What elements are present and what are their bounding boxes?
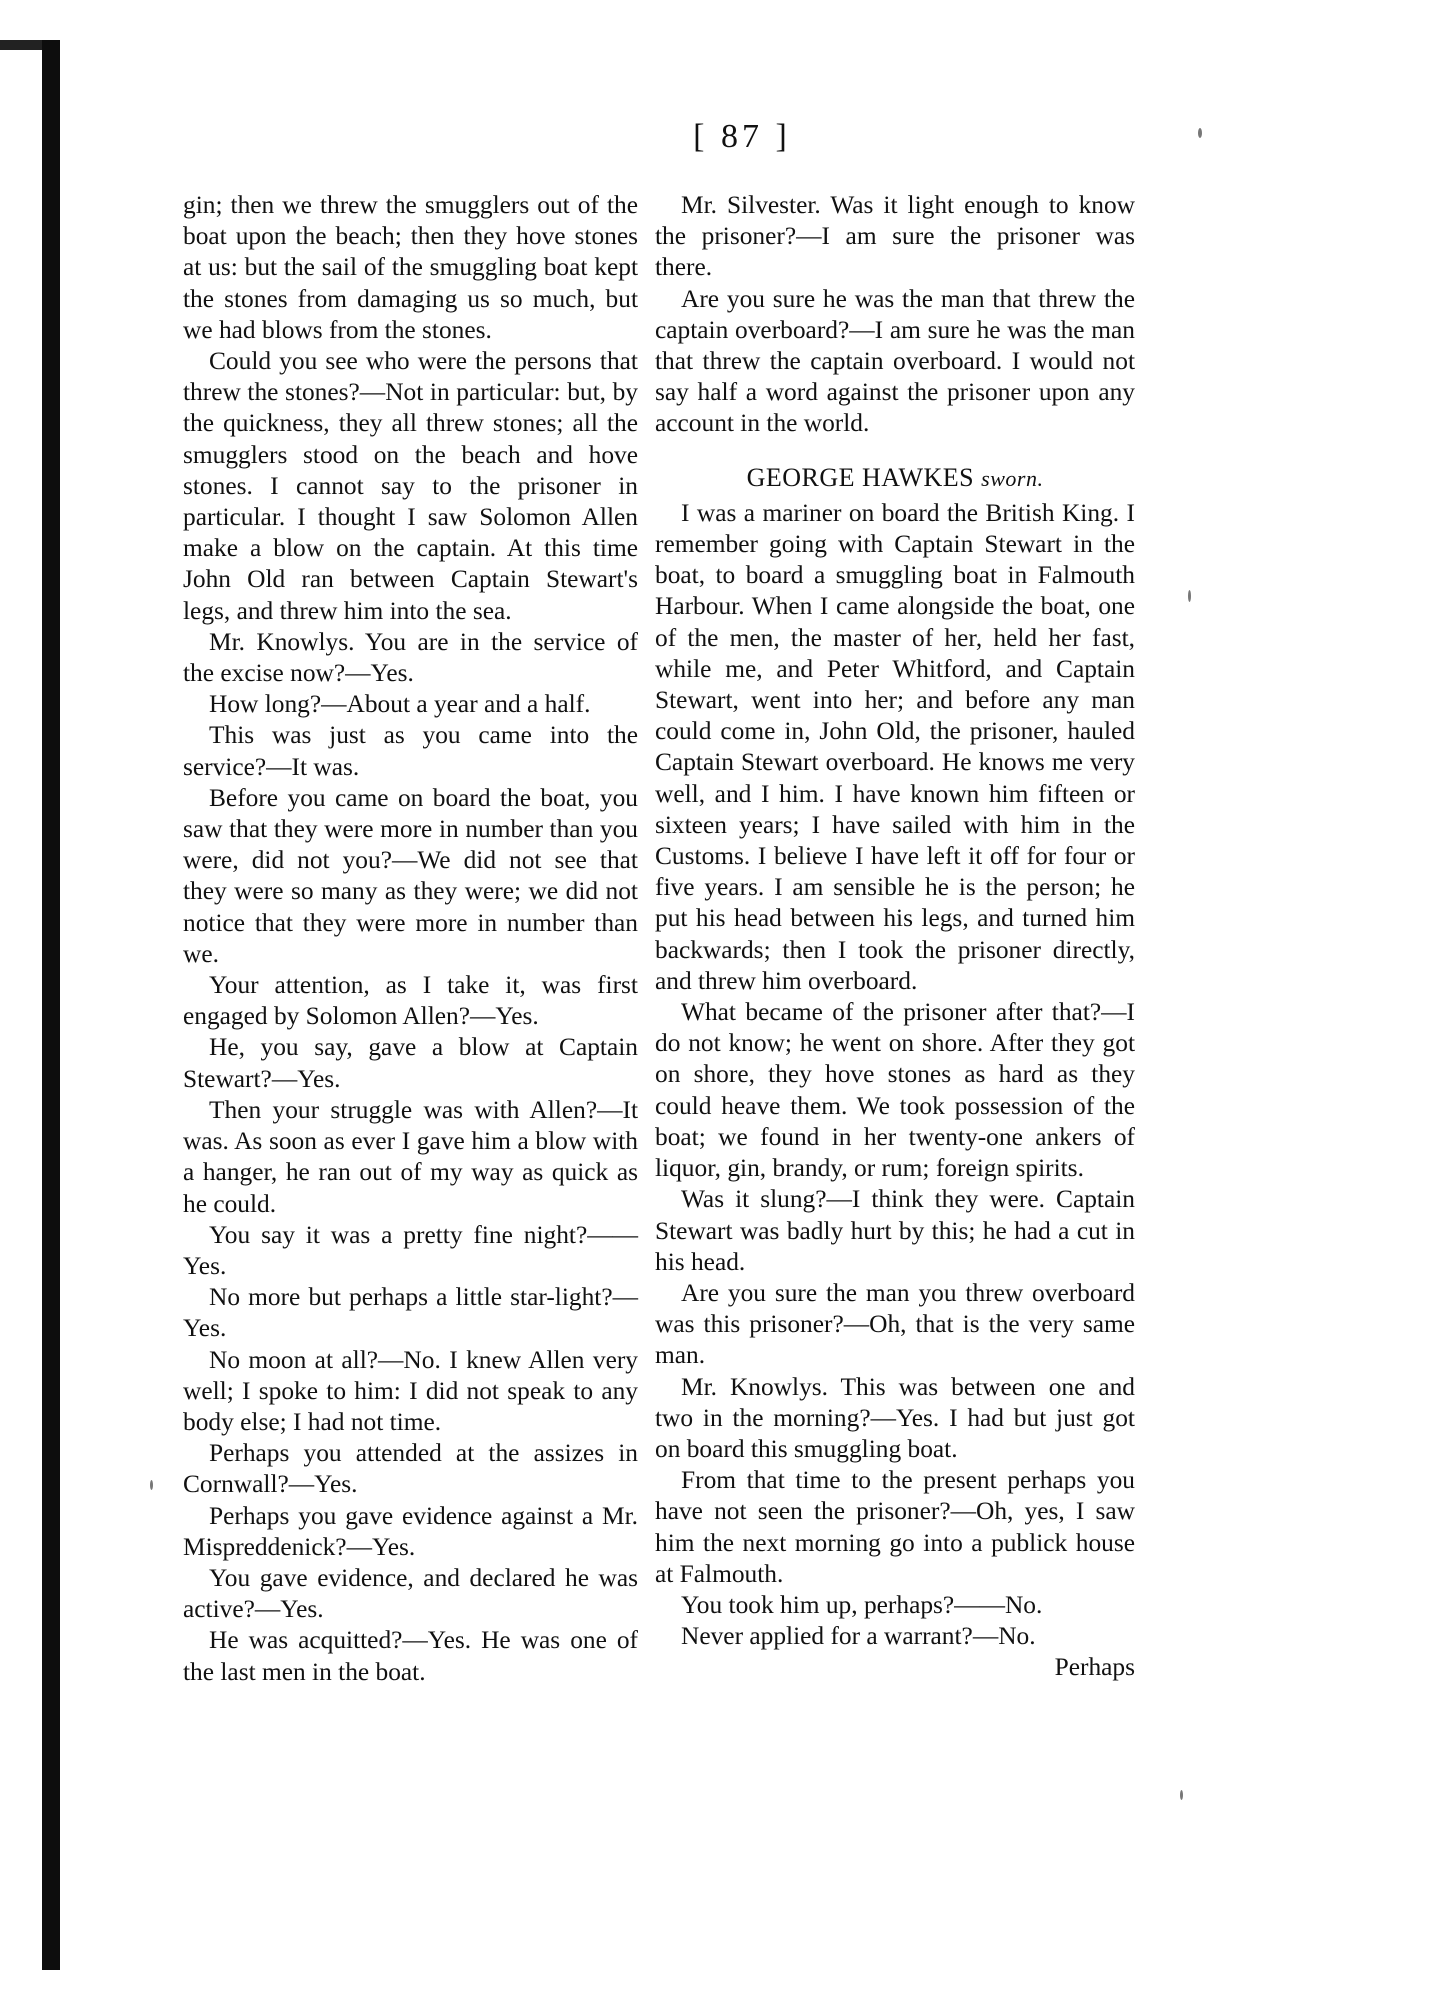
left-column	[183, 190, 638, 1688]
right-column	[655, 190, 1135, 1684]
paragraph: Could you see who were the persons that threw the stones?—Not in particular: but, by the quickness, they all threw stones; all the smugglers stood on the beach and hove stones. I cannot say to the prisoner in particular. I thought I saw Solomon Allen make a blow on the captain. At this time John Old ran between Captain Stewart's legs, and threw him into the sea.	[183, 347, 638, 625]
paragraph: Was it slung?—I think they were. Captain Stewart was badly hurt by this; he had a cut in his head.	[655, 1185, 1135, 1276]
page-number: [ 87 ]	[693, 118, 791, 155]
catchword: Perhaps	[1054, 1653, 1135, 1682]
paragraph: You say it was a pretty fine night?——Yes.	[183, 1220, 638, 1280]
paragraph: He, you say, gave a blow at Captain Stewart?—Yes.	[183, 1033, 638, 1093]
paragraph: Are you sure he was the man that threw the captain overboard?—I am sure he was the man that threw the captain overboard. I would not say half a word against the prisoner upon any account in the world.	[655, 284, 1135, 438]
paragraph: Mr. Silvester. Was it light enough to know the prisoner?—I am sure the prisoner was there.	[655, 191, 1135, 282]
paragraph: gin; then we threw the smugglers out of the boat upon the beach; then they hove stones at us: but the sail of the smuggling boat kept the stones from damaging us so much, but we had blows from the stones.	[183, 191, 638, 344]
paragraph: Mr. Knowlys. You are in the service of the excise now?—Yes.	[183, 627, 638, 688]
paragraph: How long?—About a year and a half.	[209, 690, 591, 719]
paragraph: You took him up, perhaps?——No.	[681, 1590, 1043, 1619]
paragraph: Mr. Knowlys. This was between one and two in the morning?—Yes. I had but just got on board this smuggling boat.	[655, 1372, 1135, 1463]
paragraph: Perhaps you gave evidence against a Mr. Mispreddenick?—Yes.	[183, 1501, 638, 1561]
witness-heading	[655, 462, 1135, 494]
paragraph: Perhaps you attended at the assizes in Cornwall?—Yes.	[183, 1439, 638, 1499]
paragraph: From that time to the present perhaps you have not seen the prisoner?—Oh, yes, I saw him the next morning go into a publick house at Falmouth.	[655, 1466, 1135, 1588]
ink-speck	[1188, 590, 1191, 602]
binding-edge	[42, 40, 60, 1970]
witness-sworn: sworn.	[981, 465, 1044, 491]
paragraph: What became of the prisoner after that?—I do not know; he went on shore. After they got on shore, they hove stones as hard as they could heave them. We took possession of the boat; we found in her twenty-one ankers of liquor, gin, brandy, or rum; foreign spirits.	[655, 998, 1135, 1183]
paragraph: I was a mariner on board the British King. I remember going with Captain Stewart in the boat, to board a smuggling boat in Falmouth Harbour. When I came alongside the boat, one of the men, the master of her, held her fast, while me, and Peter Whitford, and Captain Stewart, went into her; and before any man could come in, John Old, the prisoner, hauled Captain Stewart overboard. He knows me very well, and I him. I have known him fifteen or sixteen years; I have sailed with him in the Customs. I believe I have left it off for four or five years. I am sensible he is the person; he put his head between his legs, and turned him backwards; then I took the prisoner directly, and threw him overboard.	[655, 498, 1135, 995]
paragraph: He was acquitted?—Yes. He was one of the last men in the boat.	[183, 1626, 638, 1686]
witness-name: GEORGE HAWKES	[746, 462, 975, 492]
paragraph: Then your struggle was with Allen?—It was. As soon as ever I gave him a blow with a hanger, he ran out of my way as quick as he could.	[183, 1095, 638, 1218]
paragraph: Your attention, as I take it, was first engaged by Solomon Allen?—Yes.	[183, 971, 638, 1031]
paragraph: Never applied for a warrant?—No.	[681, 1622, 1036, 1651]
paragraph: Are you sure the man you threw overboard was this prisoner?—Oh, that is the very same man.	[655, 1278, 1135, 1370]
paragraph: No more but perhaps a little star-light?—Yes.	[183, 1283, 638, 1343]
paragraph: This was just as you came into the service?—It was.	[183, 721, 638, 781]
ink-speck	[150, 1480, 153, 1490]
paragraph: You gave evidence, and declared he was active?—Yes.	[183, 1563, 638, 1624]
paragraph: No moon at all?—No. I knew Allen very well; I spoke to him: I did not speak to any body else; I had not time.	[183, 1345, 638, 1436]
paragraph: Before you came on board the boat, you saw that they were more in number than you were, did not you?—We did not see that they were so many as they were; we did not notice that they were more in number than we.	[183, 783, 638, 968]
ink-speck	[1180, 1790, 1183, 1800]
